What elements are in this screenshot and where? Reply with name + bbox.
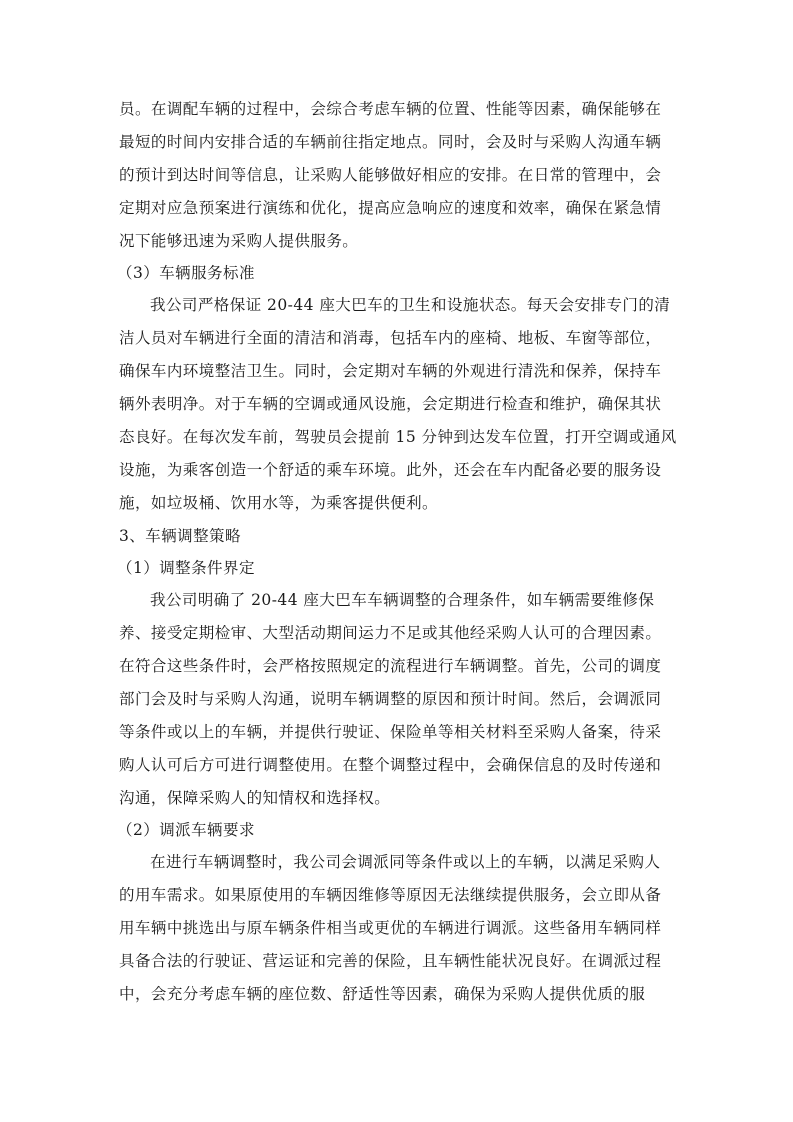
paragraph-line: 用车辆中挑选出与原车辆条件相当或更优的车辆进行调派。这些备用车辆同样 <box>119 919 662 937</box>
paragraph-line: 辆外表明净。对于车辆的空调或通风设施，会定期进行检查和维护，确保其状 <box>119 395 662 413</box>
paragraph-line: 中，会充分考虑车辆的座位数、舒适性等因素，确保为采购人提供优质的服 <box>119 985 646 1003</box>
paragraph-line: 的用车需求。如果原使用的车辆因维修等原因无法继续提供服务，会立即从备 <box>119 886 662 904</box>
paragraph-line: 员。在调配车辆的过程中，会综合考虑车辆的位置、性能等因素，确保能够在 <box>119 100 662 118</box>
paragraph-line: 定期对应急预案进行演练和优化，提高应急响应的速度和效率，确保在紧急情 <box>119 199 662 217</box>
section-heading-service-standard: （3）车辆服务标准 <box>117 264 255 282</box>
paragraph-line: 的预计到达时间等信息，让采购人能够做好相应的安排。在日常的管理中，会 <box>119 166 662 184</box>
paragraph-line: 购人认可后方可进行调整使用。在整个调整过程中，会确保信息的及时传递和 <box>119 756 662 774</box>
section-heading-dispatch-requirements: （2）调派车辆要求 <box>117 821 255 839</box>
paragraph-line: 我公司明确了 20-44 座大巴车车辆调整的合理条件，如车辆需要维修保 <box>150 591 655 609</box>
section-heading-adjustment-strategy: 3、车辆调整策略 <box>119 527 241 545</box>
paragraph-line: 养、接受定期检审、大型活动期间运力不足或其他经采购人认可的合理因素。 <box>119 624 662 642</box>
paragraph-line: 在符合这些条件时，会严格按照规定的流程进行车辆调整。首先，公司的调度 <box>119 657 662 675</box>
paragraph-line: 部门会及时与采购人沟通，说明车辆调整的原因和预计时间。然后，会调派同 <box>119 690 662 708</box>
section-heading-adjustment-conditions: （1）调整条件界定 <box>117 559 255 577</box>
paragraph-line: 沟通，保障采购人的知情权和选择权。 <box>119 789 391 807</box>
paragraph-line: 最短的时间内安排合适的车辆前往指定地点。同时，会及时与采购人沟通车辆 <box>119 133 662 151</box>
paragraph-line: 具备合法的行驶证、营运证和完善的保险，且车辆性能状况良好。在调派过程 <box>119 952 662 970</box>
paragraph-line: 洁人员对车辆进行全面的清洁和消毒，包括车内的座椅、地板、车窗等部位， <box>119 329 662 347</box>
paragraph-line: 我公司严格保证 20-44 座大巴车的卫生和设施状态。每天会安排专门的清 <box>150 296 671 314</box>
paragraph-line: 确保车内环境整洁卫生。同时，会定期对车辆的外观进行清洗和保养，保持车 <box>119 362 662 380</box>
paragraph-line: 设施，为乘客创造一个舒适的乘车环境。此外，还会在车内配备必要的服务设 <box>119 461 662 479</box>
paragraph-line: 施，如垃圾桶、饮用水等，为乘客提供便利。 <box>119 494 439 512</box>
paragraph-line: 等条件或以上的车辆，并提供行驶证、保险单等相关材料至采购人备案，待采 <box>119 723 662 741</box>
paragraph-line: 在进行车辆调整时，我公司会调派同等条件或以上的车辆，以满足采购人 <box>150 853 661 871</box>
paragraph-line: 况下能够迅速为采购人提供服务。 <box>119 232 359 250</box>
paragraph-line: 态良好。在每次发车前，驾驶员会提前 15 分钟到达发车位置，打开空调或通风 <box>119 428 677 446</box>
